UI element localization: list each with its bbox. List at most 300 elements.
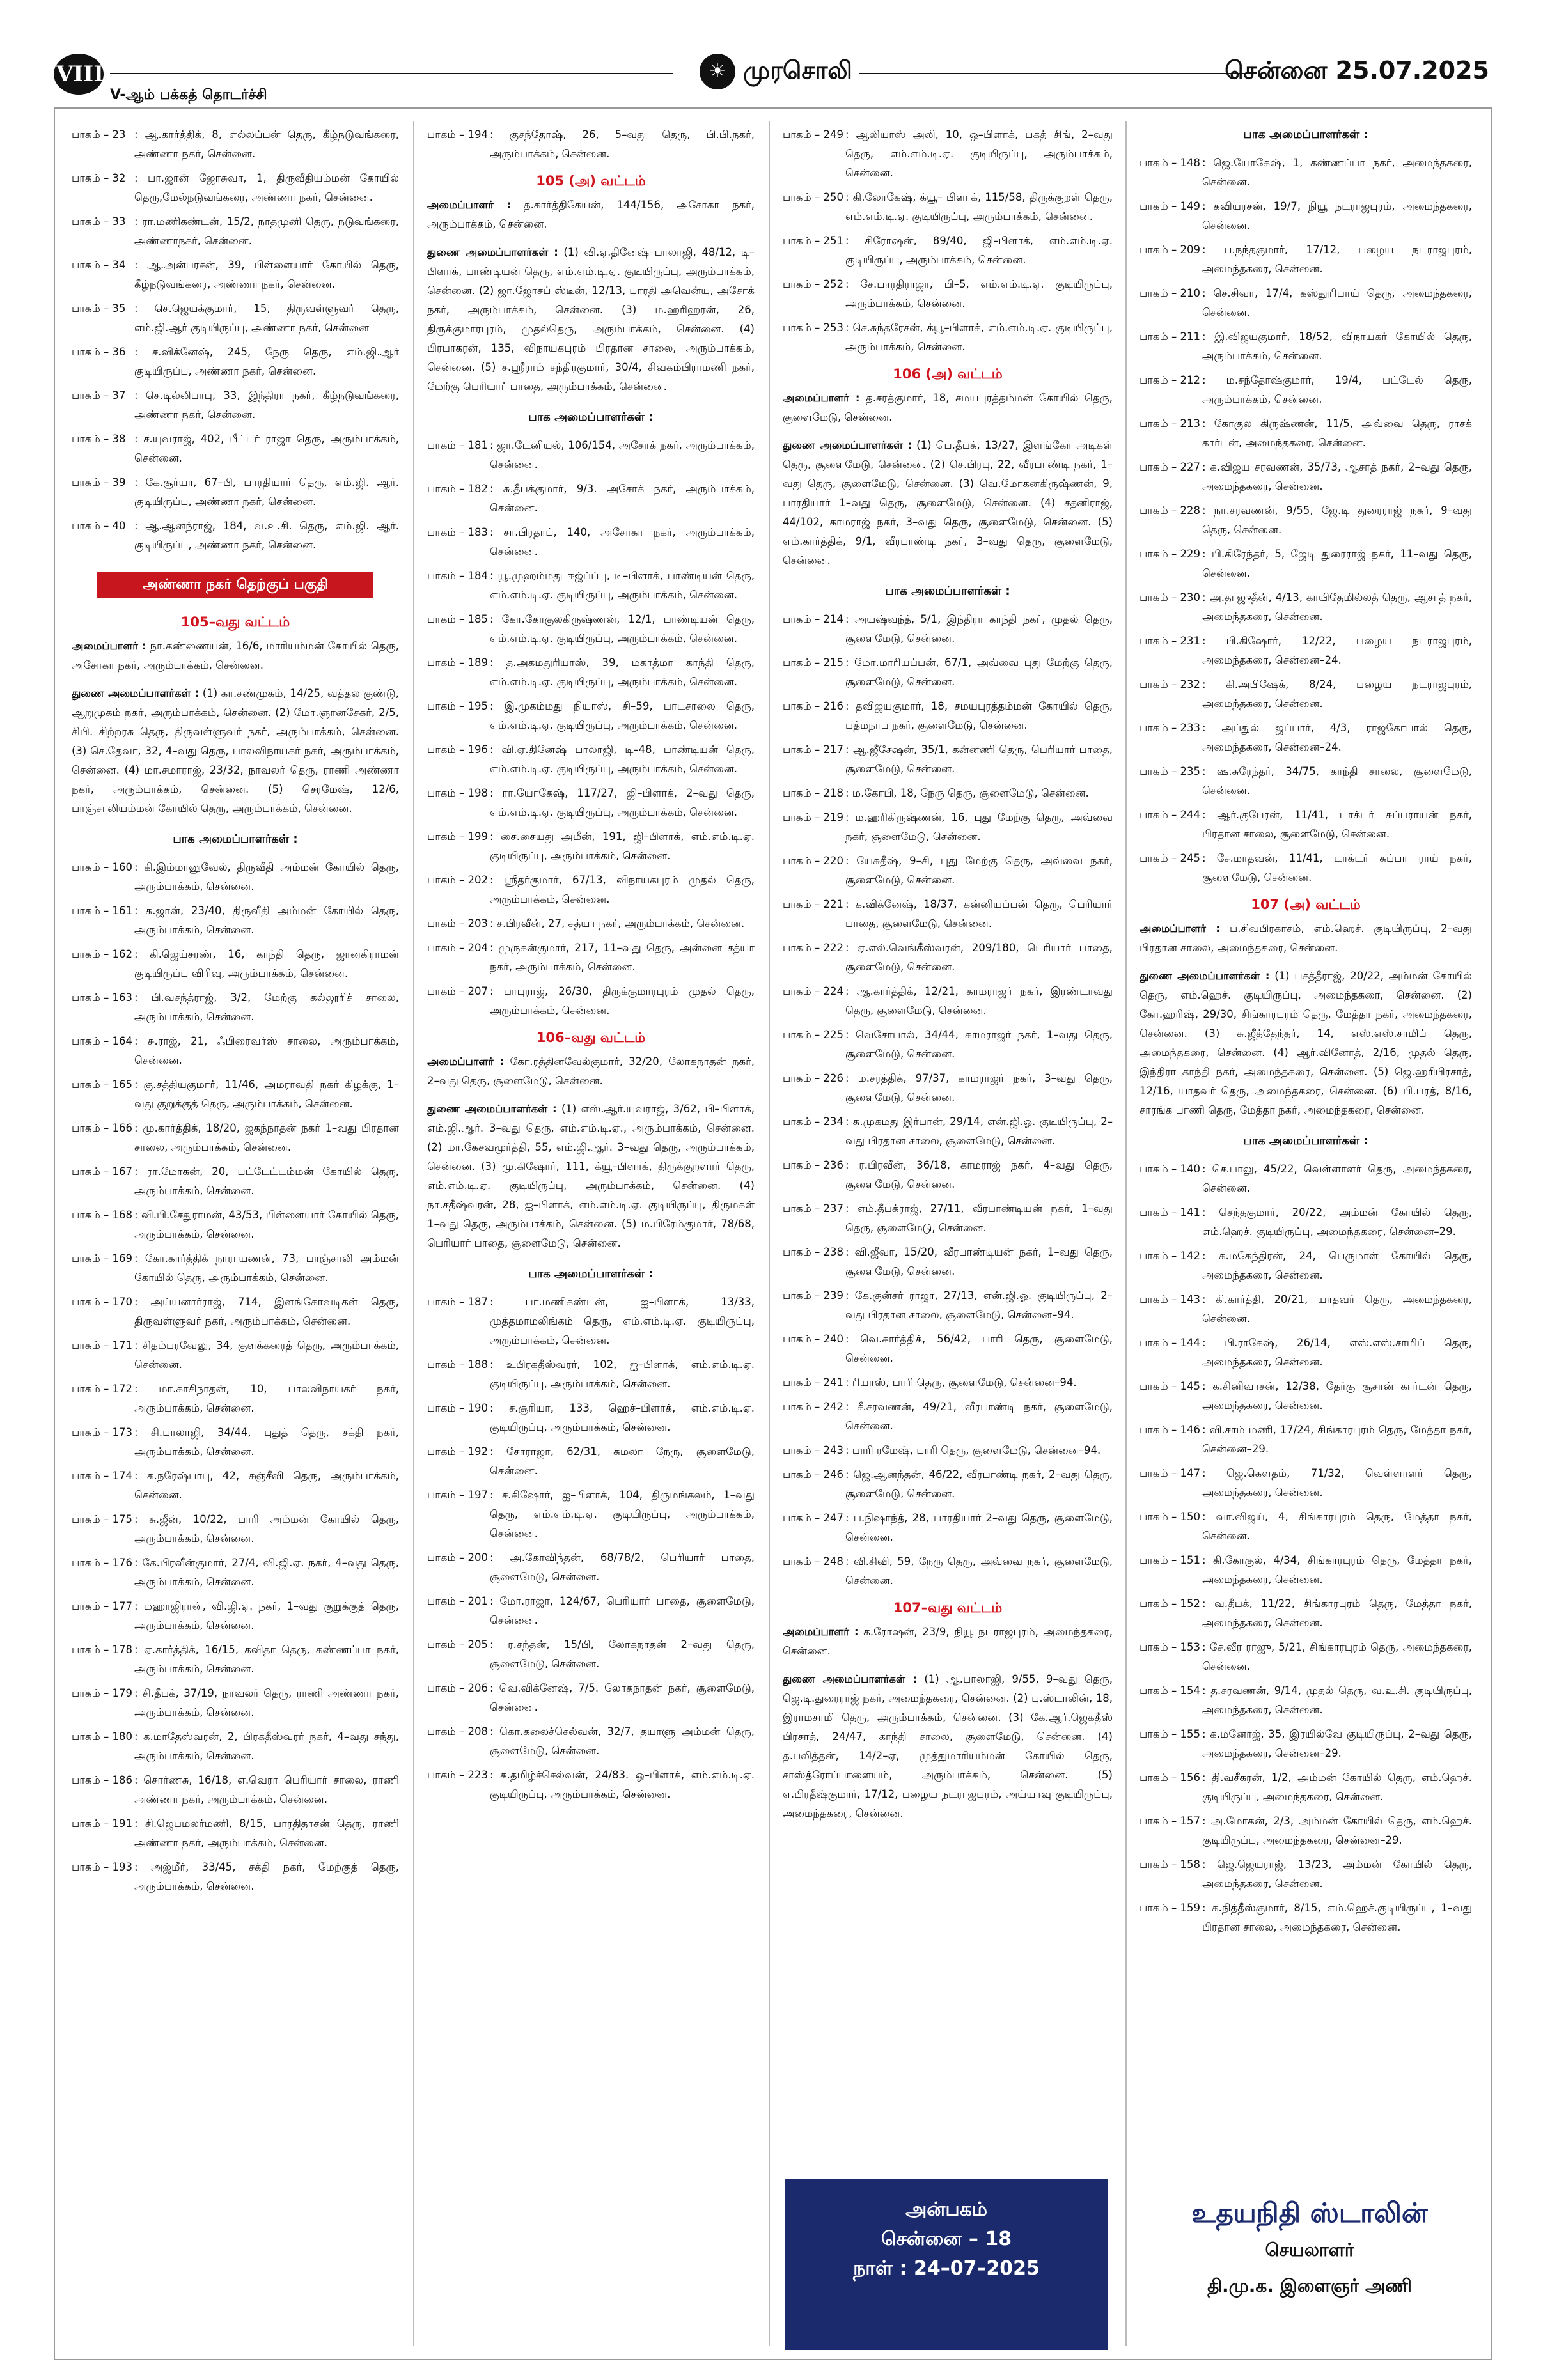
booth-number: பாகம் – 39 — [72, 476, 126, 488]
booth-number: பாகம் – 212 — [1140, 374, 1200, 386]
booth-address: : சி.தீபக், 37/19, நாவலர் தெரு, ராணி அண்ணா நகர், அரும்பாக்கம், சென்னை. — [134, 1687, 399, 1718]
signatory-name: உதயநிதி ஸ்டாலின் — [1191, 2197, 1428, 2228]
booth-number: பாகம் – 250 — [783, 191, 843, 203]
booth-entry — [72, 1293, 399, 1331]
booth-address: : கி.லோகேஷ், க்யூ– பிளாக், 115/58, திருக்குறள் தெரு, எம்.எம்.டி.ஏ. குடியிருப்பு, அரும்பாக்கம், சென்னை. — [845, 191, 1113, 222]
column-2 — [427, 125, 755, 2344]
booth-number: பாகம் – 171 — [72, 1339, 132, 1351]
booth-number: பாகம் – 244 — [1140, 809, 1200, 821]
deputy-label: துணை அமைப்பாளர்கள் : — [72, 687, 200, 699]
booth-number: பாகம் – 228 — [1140, 504, 1200, 517]
booth-entry — [72, 1336, 399, 1374]
booth-entry — [1140, 240, 1472, 279]
signatory-box — [1131, 2179, 1489, 2350]
booth-entry — [783, 231, 1113, 270]
booth-entry — [72, 473, 399, 511]
booth-address: : கி.கார்த்தி, 20/21, யாதவர் தெரு, அமைந்தகரை, சென்னை. — [1202, 1293, 1472, 1325]
booth-entry — [783, 188, 1113, 226]
booth-entry — [427, 1722, 755, 1761]
booth-address: : அ.மோகன், 2/3, அம்மன் கோயில் தெரு, எம்.ஹெச். குடியிருப்பு, அமைந்தகரை, சென்னை–29. — [1202, 1815, 1472, 1846]
booth-entry — [783, 653, 1113, 692]
booth-address: : ஷ.சுரேந்தர், 34/75, காந்தி சாலை, சூளைமேடு, சென்னை. — [1202, 765, 1472, 797]
booth-address: : செ.பாலு, 45/22, வெள்ளாளர் தெரு, அமைந்தகரை, சென்னை. — [1202, 1163, 1472, 1194]
booth-entry — [1140, 762, 1472, 800]
deputy-paragraph — [783, 436, 1113, 570]
booth-number: பாகம் – 252 — [783, 278, 843, 290]
booth-entry — [1140, 284, 1472, 322]
booth-number: பாகம் – 221 — [783, 898, 843, 910]
booth-address: : ப.நிஷாந்த், 28, பாரதியார் 2–வது தெரு, சூளைமேடு, சென்னை. — [845, 1512, 1113, 1543]
booth-address: : சீ.சரவணன், 49/21, வீரபாண்டி நகர், சூளைமேடு, சென்னை. — [845, 1401, 1113, 1432]
organiser-label: அமைப்பாளர் : — [1140, 922, 1220, 935]
booth-address: : சிதம்பரவேலு, 34, குளக்கரைத் தெரு, அரும்பாக்கம், சென்னை. — [134, 1339, 399, 1371]
list-c4-top — [1140, 153, 1472, 887]
booth-address: : செந்தகுமார், 20/22, அம்மன் கோயில் தெரு, எம்.ஹெச். குடியிருப்பு, அமைந்தகரை, சென்னை–29. — [1202, 1206, 1472, 1238]
booth-address: : மோ.ராஜா, 124/67, பெரியார் பாதை, சூளைமேடு, சென்னை. — [490, 1595, 755, 1626]
booth-address: : சை.சையது அமீன், 191, ஜி–பிளாக், எம்.எம்.டி.ஏ. குடியிருப்பு, அரும்பாக்கம், சென்னை. — [490, 830, 755, 862]
booth-number: பாகம் – 194 — [427, 128, 488, 141]
booth-number: பாகம் – 208 — [427, 1725, 488, 1738]
booth-number: பாகம் – 225 — [783, 1029, 843, 1041]
booth-entry — [72, 212, 399, 251]
deputy-paragraph — [427, 1100, 755, 1253]
booth-number: பாகம் – 210 — [1140, 287, 1200, 299]
booth-number: பாகம் – 185 — [427, 613, 488, 625]
booth-number: பாகம் – 151 — [1140, 1554, 1200, 1566]
deputy-text: (1) கா.சண்முகம், 14/25, வத்தல குண்டு, ஆறுமுகம் நகர், அரும்பாக்கம், சென்னை. (2) மோ.ஞானசேகர், 2/5, சிபி. சிற்றரசு தெரு, திருவள்ளுவர் நகர், அரும்பாக்கம், சென்னை. (3) செ.தேவா, 32, 4–வது தெரு, பாலவிநாயகர் நகர், அரும்பாக்கம், சென்னை. (4) மா.சமாராஜ், 23/32, நாவலர் தெரு, ராணி அண்ணா நகர், அரும்பாக்கம், சென்னை. (5) செரமேஷ், 12/6, பாஞ்சாலியம்மன் கோயில் தெரு, அரும்பாக்கம், சென்னை. — [72, 687, 399, 814]
booth-entry — [1140, 1203, 1472, 1241]
booth-entry — [427, 1486, 755, 1543]
signatory-title: செயலாளர் — [1265, 2239, 1354, 2260]
booth-number: பாகம் – 181 — [427, 439, 488, 451]
booth-entry — [783, 852, 1113, 890]
booth-entry — [72, 1032, 399, 1070]
booth-entry — [427, 871, 755, 909]
booth-number: பாகம் – 144 — [1140, 1337, 1200, 1349]
booth-entry — [1140, 1855, 1472, 1894]
booth-entry — [72, 1466, 399, 1505]
booth-number: பாகம் – 156 — [1140, 1771, 1200, 1784]
organiser-text: க.ரோஷன், 23/9, நியூ நடராஜபுரம், அமைந்தகரை, சென்னை. — [783, 1626, 1113, 1657]
booth-address: : எம்.தீபக்ராஜ், 27/11, வீரபாண்டியன் நகர், 1–வது தெரு, சூளைமேடு, சென்னை. — [845, 1202, 1113, 1234]
booth-organisers-heading: பாக அமைப்பாளர்கள் : — [173, 832, 298, 846]
booth-entry — [783, 895, 1113, 933]
vattam-heading: 107–வது வட்டம் — [893, 1600, 1003, 1615]
booth-address: : தி.வசீகரன், 1/2, அம்மன் கோயில் தெரு, எம்.ஹெச். குடியிருப்பு, அமைந்தகரை, சென்னை. — [1202, 1771, 1472, 1803]
booth-address: : அய்யனார்ராஜ், 714, இளங்கோவடிகள் தெரு, திருவள்ளுவர் நகர், அரும்பாக்கம், சென்னை. — [134, 1296, 399, 1327]
booth-address: : சி.ஜெபமலர்மணி, 8/15, பாரதிதாசன் தெரு, ராணி அண்ணா நகர், அரும்பாக்கம், சென்னை. — [134, 1817, 399, 1849]
booth-number: பாகம் – 202 — [427, 874, 488, 886]
booth-entry — [427, 1548, 755, 1587]
booth-address: : முருகன்குமார், 217, 11–வது தெரு, அன்னை சத்யா நகர், அரும்பாக்கம், சென்னை. — [490, 942, 755, 973]
booth-number: பாகம் – 173 — [72, 1426, 132, 1438]
booth-number: பாகம் – 182 — [427, 483, 488, 495]
booth-address: : கே.பிரவீன்குமார், 27/4, வி.ஜி.ஏ. நகர், 4–வது தெரு, அரும்பாக்கம், சென்னை. — [134, 1557, 399, 1588]
booth-number: பாகம் – 214 — [783, 613, 843, 625]
booth-address: : கே.குன்சர் ராஜா, 27/13, என்.ஜி.ஓ. குடியிருப்பு, 2–வது பிரதான சாலை, சூளைமேடு, சென்னை–94. — [845, 1289, 1113, 1321]
list-c3-top — [783, 125, 1113, 357]
booth-address: : ச.யுவராஜ், 402, பீட்டர் ராஜா தெரு, அரும்பாக்கம், சென்னை. — [134, 433, 399, 464]
booth-address: : கோ.கார்த்திக் நாராயணன், 73, பாஞ்சாலி அம்மன் கோயில் தெரு, அரும்பாக்கம், சென்னை. — [134, 1252, 399, 1284]
booth-address: : சு.தீபக்குமார், 9/3. அசோக் நகர், அரும்பாக்கம், சென்னை. — [490, 483, 755, 514]
booth-address: : ம.சரத்திக், 97/37, காமராஜர் நகர், 3–வது தெரு, சூளைமேடு, சென்னை. — [845, 1072, 1113, 1103]
deputy-paragraph — [783, 1670, 1113, 1823]
organiser-text: ப.சிவபிரகாசம், எம்.ஹெச். குடியிருப்பு, 2–வது பிரதான சாலை, அமைந்தகரை, சென்னை. — [1140, 922, 1472, 954]
booth-number: பாகம் – 152 — [1140, 1598, 1200, 1610]
organiser-label: அமைப்பாளர் : — [427, 199, 511, 211]
booth-entry — [72, 256, 399, 294]
booth-number: பாகம் – 233 — [1140, 722, 1200, 734]
booth-entry — [1140, 719, 1472, 757]
booth-entry — [427, 938, 755, 977]
booth-entry — [783, 318, 1113, 357]
booth-address: : க.விக்னேஷ், 18/37, கன்னியப்பன் தெரு, பெரியார் பாதை, சூளைமேடு, சென்னை. — [845, 898, 1113, 929]
booth-address: : ம.ஹரிகிருஷ்ணன், 16, புது மேற்கு தெரு, அவ்வை நகர், சூளைமேடு, சென்னை. — [845, 811, 1113, 843]
booth-address: : பா.மணிகண்டன், ஐ–பிளாக், 13/33, முத்தமாமலிங்கம் தெரு, எம்.எம்.டி.ஏ. குடியிருப்பு, அரும்பாக்கம், சென்னை. — [490, 1296, 755, 1346]
booth-number: பாகம் – 153 — [1140, 1641, 1200, 1653]
booth-number: பாகம் – 199 — [427, 830, 488, 843]
organiser-label: அமைப்பாளர் : — [783, 1626, 859, 1638]
booth-entry — [427, 566, 755, 605]
booth-entry — [1140, 327, 1472, 366]
organiser-paragraph — [783, 389, 1113, 427]
page-header — [54, 54, 1489, 103]
booth-address: : ஆலியாஸ் அலி, 10, ஒ–பிளாக், பகத் சிங், 2–வது தெரு, எம்.எம்.டி.ஏ. குடியிருப்பு, அரும்பாக்கம், சென்னை. — [845, 128, 1113, 179]
booth-entry — [783, 1025, 1113, 1064]
booth-entry — [72, 901, 399, 940]
booth-entry — [1140, 1594, 1472, 1633]
deputy-text: (1) பசத்தீராஜ், 20/22, அம்மன் கோயில் தெரு, எம்.ஹெச். குடியிருப்பு, அமைந்தகரை, சென்னை. (2) கோ.ஹரிஷ், 29/30, சிங்காரபுரம் தெரு, மேத்தா நகர், அமைந்தகரை, சென்னை. (3) சு.ஜீத்தேந்தர், 14, எஸ்.எஸ்.சாமிப் தெரு, அமைந்தகரை, சென்னை. (4) ஆர்.வினோத், 2/16, முதல் தெரு, இந்திரா காந்தி நகர், அமைந்தகரை, சென்னை. (5) ஜெ.ஹரிபிரசாத், 12/16, யாதவர் தெரு, அமைந்தகரை, சென்னை. (6) பி.பரத், 8/16, சாரங்க பாணி தெரு, மேத்தா நகர், அமைந்தகரை, சென்னை. — [1140, 970, 1472, 1116]
booth-entry — [1140, 805, 1472, 844]
booth-number: பாகம் – 251 — [783, 235, 843, 247]
booth-entry — [72, 1249, 399, 1287]
booth-entry — [72, 299, 399, 338]
issue-date: சென்னை 25.07.2025 — [1225, 56, 1489, 84]
booth-number: பாகம் – 232 — [1140, 678, 1200, 690]
booth-entry — [783, 784, 1113, 803]
booth-address: : செ.சிவா, 17/4, கஸ்தூரிபாய் தெரு, அமைந்தகரை, சென்னை. — [1202, 287, 1472, 318]
booth-number: பாகம் – 240 — [783, 1333, 843, 1345]
deputy-label: துணை அமைப்பாளர்கள் : — [783, 439, 912, 451]
booth-entry — [427, 1592, 755, 1630]
booth-entry — [783, 1465, 1113, 1504]
booth-number: பாகம் – 242 — [783, 1401, 843, 1413]
booth-number: பாகம் – 189 — [427, 657, 488, 669]
booth-address: : வி.ஏ.தினேஷ் பாலாஜி, டி–48, பாண்டியன் தெரு, எம்.எம்.டி.ஏ. குடியிருப்பு, அரும்பாக்கம், சென்னை. — [490, 743, 755, 775]
booth-entry — [427, 1442, 755, 1481]
booth-address: : வி.சிவி, 59, நேரு தெரு, அவ்வை நகர், சூளைமேடு, சென்னை. — [845, 1555, 1113, 1587]
organiser-label: அமைப்பாளர் : — [427, 1055, 505, 1068]
booth-address: : வெ.கார்த்திக், 56/42, பாரி தெரு, சூளைமேடு, சென்னை. — [845, 1333, 1113, 1364]
booth-entry — [1140, 1334, 1472, 1372]
booth-number: பாகம் – 186 — [72, 1774, 132, 1786]
booth-entry — [783, 1330, 1113, 1368]
booth-number: பாகம் – 205 — [427, 1638, 488, 1651]
organiser-text: கோ.ரத்தினவேல்குமார், 32/20, லோகநாதன் நகர், 2–வது தெரு, சூளைமேடு, சென்னை. — [427, 1055, 755, 1087]
booth-number: பாகம் – 200 — [427, 1552, 488, 1564]
booth-number: பாகம் – 196 — [427, 743, 488, 756]
booth-address: : ஏ.எல்.வெங்கீஸ்வரன், 209/180, பெரியார் பாதை, சூளைமேடு, சென்னை. — [845, 942, 1113, 973]
booth-address: : ச.பிரவீன், 27, சத்யா நகர், அரும்பாக்கம், சென்னை. — [490, 917, 745, 929]
booth-address: : கோகுல கிருஷ்ணன், 11/5, அவ்வை தெரு, ராசக் கார்டன், அமைந்தகரை, சென்னை. — [1202, 417, 1472, 449]
booth-address: : சே.மாதவன், 11/41, டாக்டர் சுப்பா ராய் நகர், சூளைமேடு, சென்னை. — [1202, 852, 1472, 883]
booth-entry — [783, 1156, 1113, 1194]
booth-entry — [72, 386, 399, 424]
booth-address: : ச.கிஷோர், ஐ–பிளாக், 104, திருமங்கலம், 1–வது தெரு, எம்.எம்.டி.ஏ. குடியிருப்பு, அரும்பாக்கம், சென்னை. — [490, 1489, 755, 1539]
booth-entry — [783, 1397, 1113, 1436]
issuer-place: அன்பகம் — [905, 2198, 988, 2221]
booth-address: : க.நித்தீஸ்குமார், 8/15, எம்.ஹெச்.குடியிருப்பு, 1–வது பிரதான சாலை, அமைந்தகரை, சென்னை. — [1202, 1902, 1472, 1933]
booth-entry — [72, 1727, 399, 1766]
booth-entry — [427, 1635, 755, 1674]
booth-number: பாகம் – 218 — [783, 787, 843, 799]
booth-entry — [783, 1112, 1113, 1151]
booth-number: பாகம் – 222 — [783, 942, 843, 954]
booth-address: : சு.ஜீன், 10/22, பாரி அம்மன் கோயில் தெரு, அரும்பாக்கம், சென்னை. — [134, 1513, 399, 1544]
booth-address: : க.தமிழ்ச்செல்வன், 24/83. ஒ–பிளாக், எம்.எம்.டி.ஏ. குடியிருப்பு, அரும்பாக்கம், சென்னை. — [490, 1769, 755, 1800]
booth-address: : வெசோபால், 34/44, காமராஜர் நகர், 1–வது தெரு, சூளைமேடு, சென்னை. — [845, 1029, 1113, 1060]
booth-entry — [427, 436, 755, 474]
booth-entry — [427, 653, 755, 692]
booth-number: பாகம் – 159 — [1140, 1902, 1200, 1914]
booth-entry — [427, 125, 755, 164]
booth-entry — [427, 1766, 755, 1804]
booth-entry — [427, 610, 755, 648]
header-rule-left — [110, 73, 673, 74]
booth-address: : சொர்ணசு, 16/18, எ.வெரா பெரியார் சாலை, ராணி அண்ணா நகர், அரும்பாக்கம், சென்னை. — [134, 1774, 399, 1805]
booth-address: : ஜெ.கௌதம், 71/32, வெள்ளாளர் தெரு, அமைந்தகரை, சென்னை. — [1202, 1467, 1472, 1498]
booth-number: பாகம் – 213 — [1140, 417, 1200, 430]
booth-number: பாகம் – 176 — [72, 1557, 132, 1569]
booth-entry — [1140, 1377, 1472, 1415]
deputy-paragraph — [72, 684, 399, 818]
booth-number: பாகம் – 146 — [1140, 1424, 1200, 1436]
booth-entry — [72, 1597, 399, 1635]
signatory-org: தி.மு.க. இளைஞர் அணி — [1207, 2275, 1412, 2296]
booth-address: : யேசுதீஷ், 9–சி, புது மேற்கு தெரு, அவ்வை நகர், சூளைமேடு, சென்னை. — [845, 855, 1113, 886]
booth-address: : ரா.மோகன், 20, பட்டேட்டம்மன் கோயில் தெரு, அரும்பாக்கம், சென்னை. — [134, 1165, 399, 1197]
booth-organisers-heading: பாக அமைப்பாளர்கள் : — [528, 410, 654, 424]
booth-address: : க.மனோஜ், 35, இரயில்வே குடியிருப்பு, 2–வது தெரு, அமைந்தகரை, சென்னை–29. — [1202, 1728, 1472, 1759]
column-4 — [1140, 125, 1472, 2344]
booth-number: பாகம் – 167 — [72, 1165, 132, 1178]
vattam-heading: 105–வது வட்டம் — [180, 614, 290, 630]
booth-address: : பி.வசந்த்ராஜ், 3/2, மேற்கு கல்லூரிச் சாலை, அரும்பாக்கம், சென்னை. — [134, 992, 399, 1023]
booth-entry — [72, 858, 399, 896]
deputy-label: துணை அமைப்பாளர்கள் : — [427, 246, 558, 258]
booth-address: : ஆ.கார்த்திக், 12/21, காமராஜர் நகர், இரண்டாவது தெரு, சூளைமேடு, சென்னை. — [845, 985, 1113, 1016]
booth-number: பாகம் – 197 — [427, 1489, 488, 1501]
booth-address: : அயஷ்வந்த், 5/1, இந்திரா காந்தி நகர், முதல் தெரு, சூளைமேடு, சென்னை. — [845, 613, 1113, 644]
booth-address: : ம.கோபி, 18, நேரு தெரு, சூளைமேடு, சென்னை. — [845, 787, 1089, 799]
booth-entry — [1140, 153, 1472, 192]
booth-number: பாகம் – 140 — [1140, 1163, 1200, 1175]
booth-entry — [72, 1380, 399, 1418]
booth-address: : ஆ.கார்த்திக், 8, எல்லப்பன் தெரு, கீழ்நடுவங்கரை, அண்ணா நகர், சென்னை. — [134, 128, 399, 160]
booth-number: பாகம் – 249 — [783, 128, 843, 141]
booth-entry — [72, 1640, 399, 1679]
booth-entry — [72, 1510, 399, 1548]
booth-entry — [427, 1679, 755, 1717]
booth-address: : நா.சரவணன், 9/55, ஜே.டி துரைராஜ் நகர், 9–வது தெரு, சென்னை. — [1202, 504, 1472, 536]
booth-entry — [427, 1293, 755, 1350]
booth-entry — [427, 1355, 755, 1394]
booth-address: : க.மகேந்திரன், 24, பெருமாள் கோயில் தெரு, அமைந்தகரை, சென்னை. — [1202, 1250, 1472, 1281]
booth-number: பாகம் – 246 — [783, 1468, 843, 1481]
booth-number: பாகம் – 248 — [783, 1555, 843, 1567]
booth-address: : ரியாஸ், பாரி தெரு, சூளைமேடு, சென்னை–94. — [845, 1376, 1077, 1388]
booth-number: பாகம் – 145 — [1140, 1380, 1200, 1392]
booth-number: பாகம் – 243 — [783, 1444, 843, 1456]
booth-entry — [72, 1423, 399, 1461]
booth-address: : ஆர்.குபேரன், 11/41, டாக்டர் சுப்பராயன் நகர், பிரதான சாலை, சூளைமேடு, சென்னை. — [1202, 809, 1472, 840]
booth-address: : ம.சந்தோஷ்குமார், 19/4, பட்டேல் தெரு, அரும்பாக்கம், சென்னை. — [1202, 374, 1472, 405]
booth-address: : சே.பாரதிராஜா, பி–5, எம்.எம்.டி.ஏ. குடியிருப்பு, அரும்பாக்கம், சென்னை. — [845, 278, 1113, 309]
booth-address: : வ.தீபக், 11/22, சிங்காரபுரம் தெரு, மேத்தா நகர், அமைந்தகரை, சென்னை. — [1202, 1598, 1472, 1629]
booth-entry — [427, 982, 755, 1020]
booth-organisers-heading: பாக அமைப்பாளர்கள் : — [1243, 128, 1368, 141]
booth-number: பாகம் – 239 — [783, 1289, 843, 1302]
booth-number: பாகம் – 253 — [783, 322, 843, 334]
booth-address: : யூ.முஹம்மது ஈஜ்ப்ப்பு, டி–பிளாக், பாண்டியன் தெரு, எம்.எம்.டி.ஏ. குடியிருப்பு, அரும்பாக்கம், சென்னை. — [490, 570, 755, 601]
column-1 — [72, 125, 399, 2344]
booth-address: : க.விஜய சரவணன், 35/73, ஆசாத் நகர், 2–வது தெரு, அமைந்தகரை, சென்னை. — [1202, 461, 1472, 492]
booth-number: பாகம் – 198 — [427, 787, 488, 799]
booth-address: : இ.விஜயகுமார், 18/52, விநாயகர் கோயில் தெரு, அரும்பாக்கம், சென்னை. — [1202, 331, 1472, 362]
booth-number: பாகம் – 162 — [72, 948, 132, 960]
booth-number: பாகம் – 184 — [427, 570, 488, 582]
booth-address: : ச.விக்னேஷ், 245, நேரு தெரு, எம்.ஜி.ஆர் குடியிருப்பு, அண்ணா நகர், சென்னை. — [134, 346, 399, 377]
booth-number: பாகம் – 36 — [72, 346, 126, 358]
booth-number: பாகம் – 234 — [783, 1116, 843, 1128]
booth-entry — [72, 1162, 399, 1201]
booth-number: பாகம் – 155 — [1140, 1728, 1200, 1740]
booth-entry — [783, 610, 1113, 648]
booth-entry — [783, 938, 1113, 977]
booth-number: பாகம் – 237 — [783, 1202, 843, 1215]
booth-entry — [427, 784, 755, 822]
booth-address: : சு.முகமது இர்பான், 29/14, என்.ஜி.ஓ. குடியிருப்பு, 2–வது பிரதான சாலை, சூளைமேடு, சென்னை. — [845, 1116, 1113, 1147]
vattam-heading: 105 (அ) வட்டம் — [536, 173, 646, 189]
booth-entry — [427, 827, 755, 866]
booth-entry — [1140, 1725, 1472, 1763]
booth-address: : கொ.கலைச்செல்வன், 32/7, தயாளு அம்மன் தெரு, சூளைமேடு, சென்னை. — [490, 1725, 755, 1757]
booth-number: பாகம் – 245 — [1140, 852, 1200, 864]
booth-address: : உபிரகதீஸ்வரர், 102, ஐ–பிளாக், எம்.எம்.டி.ஏ. குடியிருப்பு, அரும்பாக்கம், சென்னை. — [490, 1358, 755, 1390]
deputy-paragraph — [427, 243, 755, 396]
booth-entry — [427, 740, 755, 779]
organiser-paragraph — [427, 1052, 755, 1091]
booth-address: : க.நரேஷ்பாபு, 42, சஞ்சீவி தெரு, அரும்பாக்கம், சென்னை. — [134, 1470, 399, 1501]
booth-number: பாகம் – 238 — [783, 1246, 843, 1258]
booth-address: : அஜ்மீர், 33/45, சக்தி நகர், மேற்குத் தெரு, அரும்பாக்கம், சென்னை. — [134, 1861, 399, 1892]
booth-entry — [1140, 588, 1472, 626]
vattam-heading: 106–வது வட்டம் — [536, 1030, 646, 1045]
list-c2-mid — [427, 436, 755, 1020]
booth-number: பாகம் – 169 — [72, 1252, 132, 1264]
booth-address: : வெ.விக்னேஷ், 7/5. லோகநாதன் நகர், சூளைமேடு, சென்னை. — [490, 1682, 755, 1713]
booth-address: : கவியரசன், 19/7, நியூ நடராஜபுரம், அமைந்தகரை, சென்னை. — [1202, 200, 1472, 231]
booth-number: பாகம் – 141 — [1140, 1206, 1200, 1218]
booth-number: பாகம் – 203 — [427, 917, 488, 929]
booth-address: : த.சரவணன், 9/14, முதல் தெரு, வ.உ.சி. குடியிருப்பு, அமைந்தகரை, சென்னை. — [1202, 1684, 1472, 1716]
booth-number: பாகம் – 164 — [72, 1035, 132, 1047]
booth-entry — [1140, 545, 1472, 583]
booth-address: : அப்துல் ஜப்பார், 4/3, ராஜகோபால் தெரு, அமைந்தகரை, சென்னை–24. — [1202, 722, 1472, 753]
booth-number: பாகம் – 33 — [72, 215, 126, 228]
booth-entry — [783, 1199, 1113, 1238]
booth-organisers-heading: பாக அமைப்பாளர்கள் : — [885, 584, 1010, 598]
booth-entry — [72, 343, 399, 381]
booth-address: : க.சினிவாசன், 12/38, தேர்கு சூசான் கார்டன் தெரு, அமைந்தகரை, சென்னை. — [1202, 1380, 1472, 1412]
booth-entry — [1140, 1681, 1472, 1720]
booth-number: பாகம் – 170 — [72, 1296, 132, 1308]
booth-number: பாகம் – 178 — [72, 1644, 132, 1656]
booth-entry — [1140, 1812, 1472, 1850]
booth-address: : வா.விஜய், 4, சிங்காரபுரம் தெரு, மேத்தா நகர், சென்னை. — [1202, 1511, 1472, 1542]
booth-number: பாகம் – 142 — [1140, 1250, 1200, 1262]
booth-entry — [1140, 458, 1472, 496]
organiser-paragraph — [427, 196, 755, 234]
booth-entry — [1140, 1551, 1472, 1589]
booth-address: : சு.ஜான், 23/40, திருவீதி அம்மன் கோயில் தெரு, அரும்பாக்கம், சென்னை. — [134, 905, 399, 936]
booth-number: பாகம் – 34 — [72, 259, 126, 271]
booth-address: : ரா.மணிகண்டன், 15/2, நாதமுனி தெரு, நடுவங்கரை, அண்ணாநகர், சென்னை. — [134, 215, 399, 247]
booth-organisers-heading: பாக அமைப்பாளர்கள் : — [1243, 1134, 1368, 1147]
booth-entry — [783, 1286, 1113, 1325]
continuation-note: V-ஆம் பக்கத் தொடர்ச்சி — [110, 87, 267, 103]
booth-entry — [72, 1206, 399, 1244]
booth-entry — [783, 1552, 1113, 1591]
booth-address: : ச.சூரியா, 133, ஹெச்–பிளாக், எம்.எம்.டி.ஏ. குடியிருப்பு, அரும்பாக்கம், சென்னை. — [490, 1402, 755, 1433]
header-rule-right — [859, 73, 1256, 74]
booth-entry — [427, 697, 755, 735]
booth-number: பாகம் – 143 — [1140, 1293, 1200, 1305]
booth-number: பாகம் – 174 — [72, 1470, 132, 1482]
booth-number: பாகம் – 247 — [783, 1512, 843, 1524]
booth-address: : வி.பி.சேதுராமன், 43/53, பிள்ளையார் கோயில் தெரு, அரும்பாக்கம், சென்னை. — [134, 1209, 399, 1240]
booth-number: பாகம் – 172 — [72, 1383, 132, 1395]
booth-entry — [72, 430, 399, 468]
column-divider — [413, 121, 414, 2346]
booth-address: : சு.ராஜ், 21, ஃபிரைவர்ஸ் சாலை, அரும்பாக்கம், சென்னை. — [134, 1035, 399, 1066]
booth-address: : தவிஜயகுமார், 18, சமயபுரத்தம்மன் கோயில் தெரு, பத்மநாப நகர், சூளைமேடு, சென்னை. — [845, 700, 1113, 731]
paper-name: முரசொலி — [743, 56, 852, 84]
booth-address: : த.அகமதுரியாஸ், 39, மகாத்மா காந்தி தெரு, எம்.எம்.டி.ஏ. குடியிருப்பு, அரும்பாக்கம், சென்னை. — [490, 657, 755, 688]
booth-entry — [783, 275, 1113, 313]
booth-number: பாகம் – 190 — [427, 1402, 488, 1414]
booth-address: : ர.பிரவீன், 36/18, காமராஜ் நகர், 4–வது தெரு, சூளைமேடு, சென்னை. — [845, 1159, 1113, 1190]
booth-address: : ஆ.ஆனந்ராஜ், 184, வ.உ.சி. தெரு, எம்.ஜி. ஆர். குடியிருப்பு, அண்ணா நகர், சென்னை. — [134, 520, 399, 551]
issue-date-note: நாள் : 24–07–2025 — [853, 2257, 1040, 2280]
booth-number: பாகம் – 32 — [72, 172, 126, 184]
booth-address: : பாரி ரமேஷ், பாரி தெரு, சூளைமேடு, சென்னை–94. — [845, 1444, 1101, 1456]
booth-number: பாகம் – 161 — [72, 905, 132, 917]
list-c1-bottom — [72, 858, 399, 1896]
deputy-text: (1) ஆ.பாலாஜி, 9/55, 9–வது தெரு, ஜெ.டி.துரைராஜ் நகர், அமைந்தகரை, சென்னை. (2) பு.ஸ்டாலின், 18, இராமசாமி தெரு, அரும்பாக்கம், சென்னை. (3) கே.ஆர்.ஜெகதீஸ் பிரசாத், 24/47, காந்தி சாலை, சூளைமேடு, சென்னை. (4) த.பலித்தன், 14/2–ஏ, முத்துமாரியம்மன் கோயில் தெரு, சாஸ்த்ரோப்பாளையம், அரும்பாக்கம், சென்னை. (5) எ.பிரதீஷ்குமார், 17/12, பழைய நடராஜபுரம், அய்யாவு குடியிருப்பு, அமைந்தகரை, சென்னை. — [783, 1673, 1113, 1819]
booth-entry — [72, 169, 399, 207]
booth-address: : சிரோஷன், 89/40, ஜி–பிளாக், எம்.எம்.டி.ஏ. குடியிருப்பு, அரும்பாக்கம், சென்னை. — [845, 235, 1113, 266]
column-3 — [783, 125, 1113, 2209]
booth-number: பாகம் – 149 — [1140, 200, 1200, 212]
organiser-paragraph — [783, 1622, 1113, 1661]
list-c4-bottom — [1140, 1160, 1472, 1937]
booth-address: : அ.தாஜுதீன், 4/13, காயிதேமில்லத் தெரு, ஆசாத் நகர், அமைந்தகரை, சென்னை. — [1202, 591, 1472, 623]
booth-address: : பி.கிஷோர், 12/22, பழைய நடராஜபுரம், அமைந்தகரை, சென்னை–24. — [1202, 635, 1472, 666]
booth-address: : ஸ்ரீதர்குமார், 67/13, விநாயகபுரம் முதல் தெரு, அரும்பாக்கம், சென்னை. — [490, 874, 755, 905]
booth-entry — [783, 125, 1113, 183]
booth-address: : கு.சத்தியகுமார், 11/46, அமராவதி நகர் கிழக்கு, 1–வது குறுக்குத் தெரு, அரும்பாக்கம், சென்னை. — [134, 1078, 399, 1110]
